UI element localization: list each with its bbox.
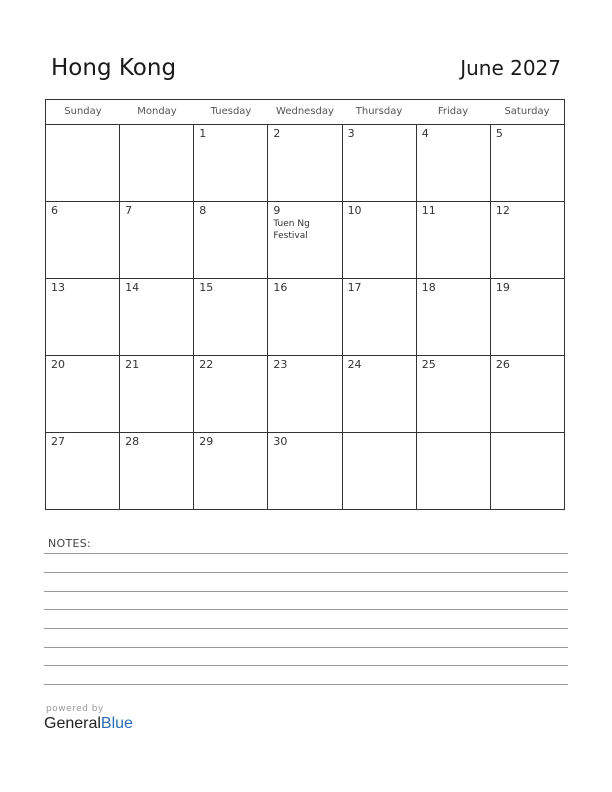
weekday-monday: Monday bbox=[137, 106, 177, 117]
calendar-grid bbox=[45, 99, 565, 510]
day-cell bbox=[491, 279, 564, 355]
day-cell bbox=[343, 279, 417, 355]
day-number: 22 bbox=[199, 358, 214, 371]
day-number: 14 bbox=[125, 281, 140, 294]
note-line bbox=[44, 628, 568, 629]
day-number: 19 bbox=[495, 281, 510, 294]
day-cell bbox=[491, 433, 564, 509]
day-cell bbox=[417, 125, 491, 201]
day-number: 3 bbox=[347, 127, 355, 140]
day-number: 9 bbox=[273, 204, 281, 217]
day-cell bbox=[417, 433, 491, 509]
day-cell bbox=[268, 433, 342, 509]
day-number: 1 bbox=[199, 127, 207, 140]
day-cell bbox=[268, 125, 342, 201]
day-cell bbox=[194, 433, 268, 509]
day-number: 4 bbox=[421, 127, 429, 140]
day-number: 27 bbox=[51, 435, 65, 448]
week-row bbox=[46, 202, 564, 279]
brand-name-blue: Blue bbox=[100, 715, 133, 732]
day-number: 20 bbox=[51, 358, 65, 371]
day-number: 8 bbox=[199, 204, 207, 217]
day-cell bbox=[120, 356, 194, 432]
day-cell bbox=[417, 202, 491, 278]
region-title: Hong Kong bbox=[51, 55, 177, 81]
day-number: 11 bbox=[421, 204, 436, 217]
day-cell bbox=[194, 125, 268, 201]
note-line bbox=[44, 609, 568, 610]
week-row bbox=[46, 356, 564, 433]
generalblue-logo bbox=[44, 704, 133, 733]
day-cell bbox=[491, 356, 564, 432]
day-cell bbox=[120, 279, 194, 355]
day-number: 7 bbox=[125, 204, 133, 217]
day-number: 23 bbox=[273, 358, 288, 371]
day-cell bbox=[120, 433, 194, 509]
day-number: 10 bbox=[347, 204, 362, 217]
day-cell bbox=[120, 202, 194, 278]
brand-name-general: General bbox=[44, 715, 101, 732]
day-number: 16 bbox=[273, 281, 288, 294]
day-number: 6 bbox=[51, 204, 58, 217]
day-cell bbox=[194, 356, 268, 432]
day-cell bbox=[491, 125, 564, 201]
weekday-thursday: Thursday bbox=[355, 106, 403, 117]
weekday-tuesday: Tuesday bbox=[210, 106, 252, 117]
day-cell bbox=[491, 202, 564, 278]
day-cell bbox=[194, 279, 268, 355]
day-cell bbox=[46, 433, 120, 509]
day-cell bbox=[46, 356, 120, 432]
notes-label: NOTES: bbox=[48, 537, 92, 550]
weekday-wednesday: Wednesday bbox=[276, 106, 334, 117]
note-line bbox=[44, 553, 568, 554]
day-cell bbox=[268, 356, 342, 432]
day-cell bbox=[46, 202, 120, 278]
weekday-friday: Friday bbox=[437, 106, 469, 117]
day-number: 13 bbox=[51, 281, 65, 294]
day-number: 28 bbox=[125, 435, 140, 448]
note-line bbox=[44, 591, 568, 592]
day-cell bbox=[343, 433, 417, 509]
day-number: 15 bbox=[199, 281, 214, 294]
day-cell bbox=[46, 125, 120, 201]
weekday-header-row bbox=[46, 100, 564, 125]
day-cell bbox=[417, 356, 491, 432]
note-line bbox=[44, 572, 568, 573]
day-number: 29 bbox=[199, 435, 214, 448]
week-row bbox=[46, 125, 564, 202]
day-cell bbox=[417, 279, 491, 355]
day-cell bbox=[343, 356, 417, 432]
holiday-label: Tuen Ng Festival bbox=[273, 219, 310, 241]
day-number: 2 bbox=[273, 127, 281, 140]
day-number: 5 bbox=[495, 127, 503, 140]
day-cell bbox=[46, 279, 120, 355]
day-number: 12 bbox=[495, 204, 510, 217]
brand-name bbox=[44, 715, 133, 733]
powered-by-label: powered by bbox=[46, 704, 104, 714]
day-number: 18 bbox=[421, 281, 436, 294]
note-line bbox=[44, 665, 568, 666]
week-row bbox=[46, 433, 564, 509]
day-cell bbox=[268, 202, 342, 278]
day-number: 25 bbox=[421, 358, 436, 371]
day-cell bbox=[343, 125, 417, 201]
note-line bbox=[44, 647, 568, 648]
day-cell bbox=[194, 202, 268, 278]
week-row bbox=[46, 279, 564, 356]
month-title: June 2027 bbox=[460, 56, 561, 80]
day-cell bbox=[120, 125, 194, 201]
weekday-sunday: Sunday bbox=[64, 106, 102, 117]
day-cell bbox=[343, 202, 417, 278]
day-number: 21 bbox=[125, 358, 140, 371]
day-number: 30 bbox=[273, 435, 288, 448]
weekday-saturday: Saturday bbox=[504, 106, 550, 117]
note-line bbox=[44, 684, 568, 685]
day-number: 24 bbox=[347, 358, 362, 371]
day-number: 26 bbox=[495, 358, 510, 371]
day-number: 17 bbox=[347, 281, 362, 294]
day-cell bbox=[268, 279, 342, 355]
